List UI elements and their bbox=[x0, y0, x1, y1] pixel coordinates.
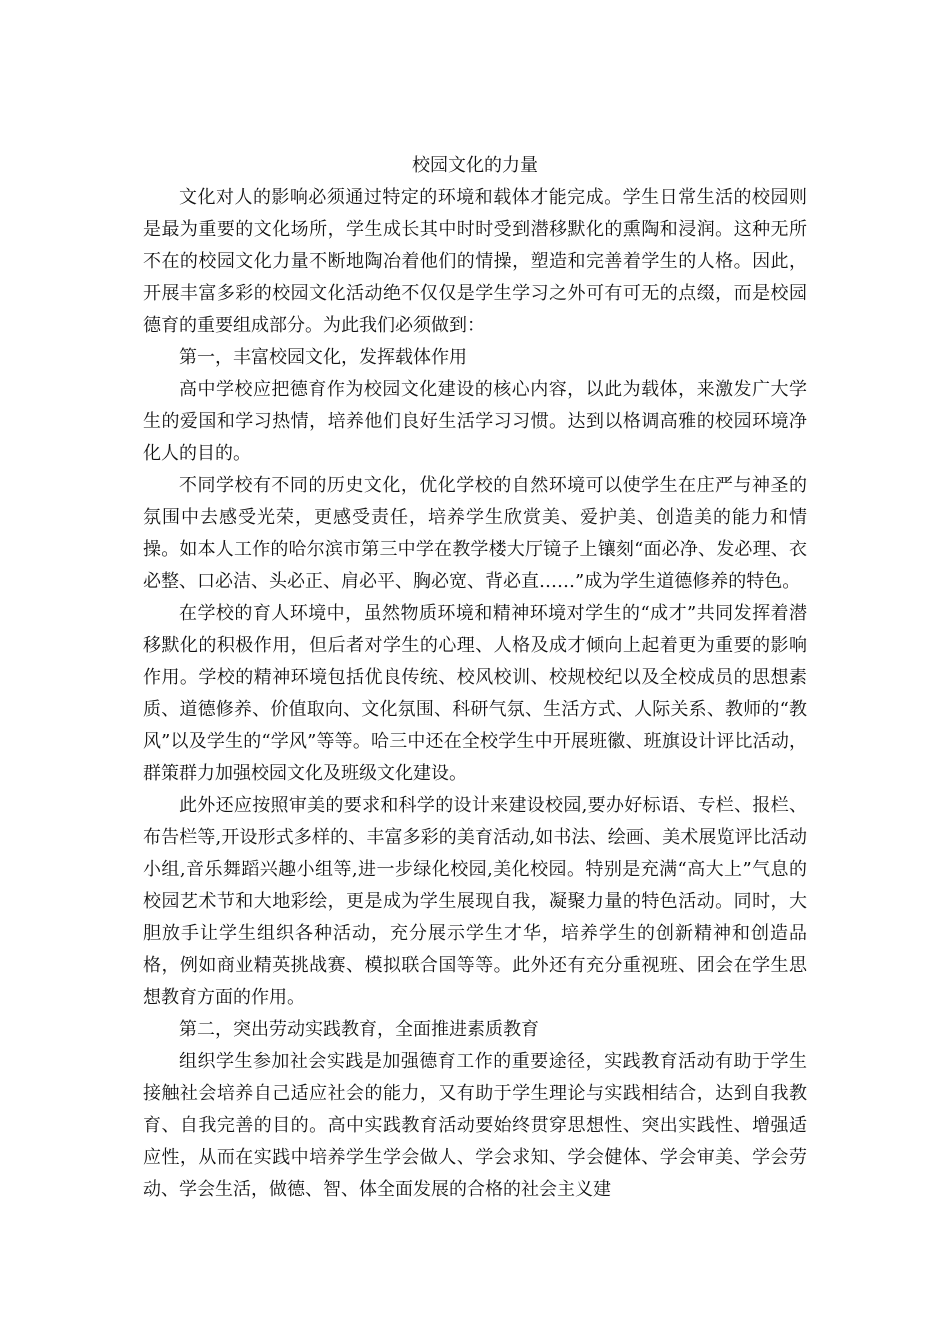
body-paragraph: 在学校的育人环境中，虽然物质环境和精神环境对学生的“成才”共同发挥着潜移默化的积极作用，但后者对学生的心理、人格及成才倾向上起着更为重要的影响作用。学校的精神环境包括优良传统、校风校训、校规校纪以及全校成员的思想素质、道德修养、价值取向、文化氛围、科研气氛、生活方式、人际关系、教师的“教风”以及学生的“学风”等等。哈三中还在全校学生中开展班徽、班旗设计评比活动，群策群力加强校园文化及班级文化建设。 bbox=[143, 603, 807, 784]
document-page bbox=[143, 150, 807, 1206]
intro-paragraph: 文化对人的影响必须通过特定的环境和载体才能完成。学生日常生活的校园则是最为重要的文化场所，学生成长其中时时受到潜移默化的熏陶和浸润。这种无所不在的校园文化力量不断地陶冶着他们的情操，塑造和完善着学生的人格。因此，开展丰富多彩的校园文化活动绝不仅仅是学生学习之外可有可无的点缀，而是校园德育的重要组成部分。为此我们必须做到： bbox=[143, 187, 807, 336]
body-paragraph: 组织学生参加社会实践是加强德育工作的重要途径，实践教育活动有助于学生接触社会培养自己适应社会的能力，又有助于学生理论与实践相结合，达到自我教育、自我完善的目的。高中实践教育活动要始终贯穿思想性、突出实践性、增强适应性，从而在实践中培养学生学会做人、学会求知、学会健体、学会审美、学会劳动、学会生活，做德、智、体全面发展的合格的社会主义建 bbox=[143, 1051, 807, 1200]
body-paragraph: 此外还应按照审美的要求和科学的设计来建设校园,要办好标语、专栏、报栏、布告栏等,开设形式多样的、丰富多彩的美育活动,如书法、绘画、美术展览评比活动小组,音乐舞蹈兴趣小组等,进一步绿化校园,美化校园。特别是充满“高大上”气息的校园艺术节和大地彩绘，更是成为学生展现自我，凝聚力量的特色活动。同时，大胆放手让学生组织各种活动，充分展示学生才华，培养学生的创新精神和创造品格，例如商业精英挑战赛、模拟联合国等等。此外还有充分重视班、团会在学生思想教育方面的作用。 bbox=[143, 795, 807, 1008]
body-paragraph: 不同学校有不同的历史文化，优化学校的自然环境可以使学生在庄严与神圣的氛围中去感受光荣，更感受责任，培养学生欣赏美、爱护美、创造美的能力和情操。如本人工作的哈尔滨市第三中学在教学楼大厅镜子上镶刻“面必净、发必理、衣必整、口必洁、头必正、肩必平、胸必宽、背必直……”成为学生道德修养的特色。 bbox=[143, 475, 807, 592]
document-title: 校园文化的力量 bbox=[412, 155, 538, 176]
body-paragraph: 高中学校应把德育作为校园文化建设的核心内容，以此为载体，来激发广大学生的爱国和学习热情，培养他们良好生活学习习惯。达到以格调高雅的校园环境净化人的目的。 bbox=[143, 379, 807, 464]
section-heading-1: 第一，丰富校园文化，发挥载体作用 bbox=[179, 347, 467, 368]
section-heading-2: 第二，突出劳动实践教育，全面推进素质教育 bbox=[179, 1019, 539, 1040]
